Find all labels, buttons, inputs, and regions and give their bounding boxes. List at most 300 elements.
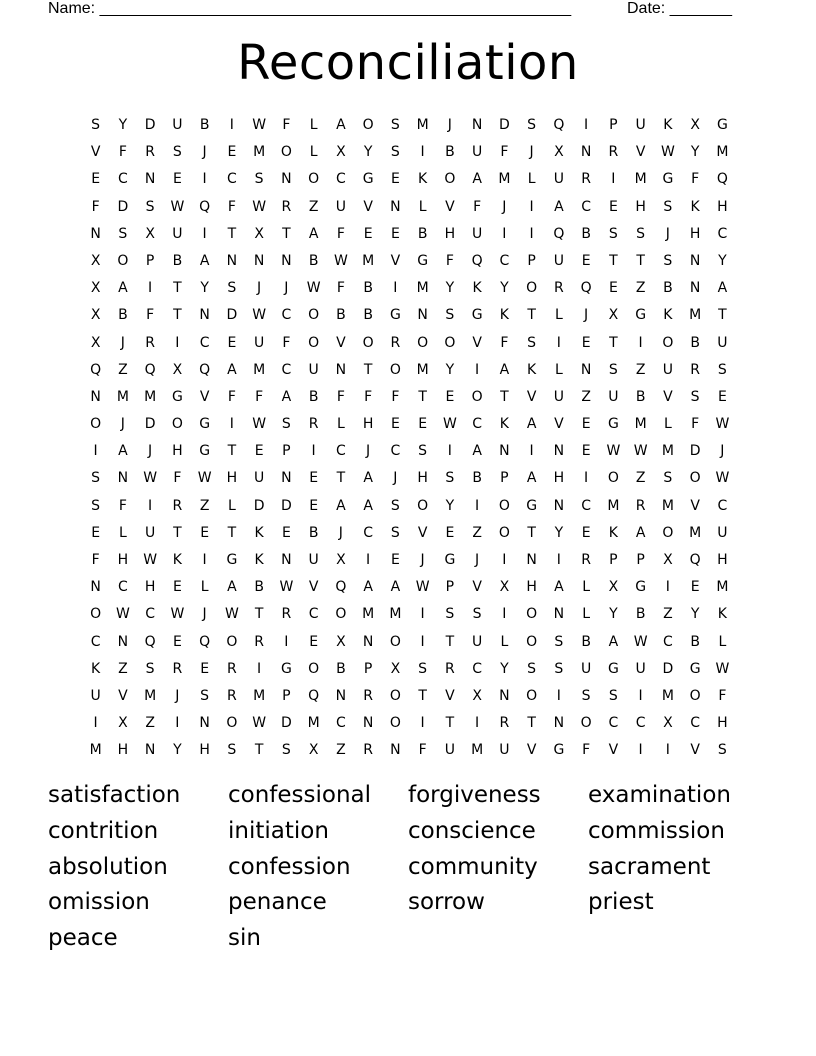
grid-letter[interactable]: V [308, 579, 319, 596]
grid-letter[interactable]: U [717, 524, 728, 541]
grid-letter[interactable]: T [254, 606, 264, 623]
grid-letter[interactable]: B [254, 579, 264, 596]
grid-letter[interactable]: F [282, 117, 291, 133]
grid-letter[interactable]: I [638, 742, 643, 759]
grid-letter[interactable]: I [529, 443, 534, 460]
grid-letter[interactable]: N [580, 361, 592, 378]
grid-letter[interactable]: H [417, 470, 428, 487]
grid-letter[interactable]: I [229, 416, 234, 433]
grid-letter[interactable]: E [581, 524, 591, 541]
grid-letter[interactable]: A [472, 443, 482, 460]
grid-letter[interactable]: N [144, 171, 156, 188]
grid-letter[interactable]: N [526, 552, 537, 568]
grid-letter[interactable]: B [172, 252, 183, 269]
grid-letter[interactable]: O [526, 280, 538, 297]
grid-letter[interactable]: X [499, 579, 510, 596]
grid-letter[interactable]: N [117, 633, 129, 650]
grid-letter[interactable]: O [444, 171, 456, 188]
grid-letter[interactable]: G [635, 579, 647, 596]
grid-letter[interactable]: A [363, 470, 373, 487]
grid-letter[interactable]: W [252, 307, 267, 324]
grid-letter[interactable]: I [529, 198, 534, 215]
grid-letter[interactable]: U [553, 171, 564, 188]
grid-letter[interactable]: F [255, 388, 264, 405]
grid-letter[interactable]: T [418, 388, 427, 405]
grid-letter[interactable]: I [175, 715, 180, 732]
grid-letter[interactable]: Q [335, 579, 347, 596]
grid-letter[interactable]: T [254, 742, 264, 759]
grid-letter[interactable]: N [144, 742, 156, 759]
grid-letter[interactable]: V [472, 334, 482, 351]
grid-letter[interactable]: M [471, 742, 484, 759]
grid-letter[interactable]: X [90, 280, 101, 297]
grid-letter[interactable]: M [716, 579, 729, 596]
grid-letter[interactable]: V [390, 252, 401, 269]
grid-letter[interactable]: B [635, 388, 646, 405]
grid-letter[interactable]: T [609, 252, 618, 269]
grid-letter[interactable]: I [584, 470, 589, 487]
grid-letter[interactable]: B [690, 633, 700, 650]
grid-letter[interactable]: S [390, 117, 400, 133]
grid-letter[interactable]: I [475, 715, 480, 732]
grid-letter[interactable]: E [418, 416, 428, 433]
grid-letter[interactable]: V [526, 742, 537, 759]
grid-letter[interactable]: S [390, 497, 400, 514]
grid-letter[interactable]: S [281, 416, 291, 433]
grid-letter[interactable]: C [363, 524, 374, 541]
grid-letter[interactable]: O [226, 715, 238, 732]
grid-letter[interactable]: X [145, 225, 155, 242]
grid-letter[interactable]: J [529, 144, 534, 161]
grid-letter[interactable]: E [172, 579, 182, 596]
grid-letter[interactable]: C [117, 579, 128, 596]
grid-letter[interactable]: F [91, 552, 100, 568]
grid-letter[interactable]: M [144, 388, 157, 405]
grid-letter[interactable]: C [581, 497, 592, 514]
grid-letter[interactable]: G [635, 307, 647, 324]
grid-letter[interactable]: G [199, 416, 211, 433]
grid-letter[interactable]: N [199, 307, 210, 324]
grid-letter[interactable]: U [335, 198, 346, 215]
grid-letter[interactable]: H [199, 742, 210, 759]
grid-letter[interactable]: E [254, 443, 264, 460]
grid-letter[interactable]: J [584, 307, 589, 324]
grid-letter[interactable]: J [120, 334, 125, 351]
grid-letter[interactable]: T [527, 307, 536, 324]
grid-letter[interactable]: J [284, 280, 289, 297]
grid-letter[interactable]: M [634, 171, 647, 188]
grid-letter[interactable]: O [417, 334, 429, 351]
grid-letter[interactable]: M [689, 307, 702, 324]
grid-letter[interactable]: J [393, 470, 398, 487]
grid-letter[interactable]: M [416, 361, 429, 378]
grid-letter[interactable]: O [280, 144, 292, 161]
grid-letter[interactable]: N [499, 443, 510, 460]
grid-letter[interactable]: O [526, 606, 538, 623]
grid-letter[interactable]: I [202, 225, 207, 242]
grid-letter[interactable]: B [199, 117, 210, 133]
grid-letter[interactable]: R [227, 660, 237, 677]
grid-letter[interactable]: Z [308, 198, 319, 215]
grid-letter[interactable]: O [389, 361, 401, 378]
grid-letter[interactable]: W [170, 606, 185, 623]
grid-letter[interactable]: A [526, 416, 537, 433]
grid-letter[interactable]: D [144, 117, 156, 133]
grid-letter[interactable]: V [690, 497, 700, 514]
grid-letter[interactable]: V [199, 388, 210, 405]
grid-letter[interactable]: E [172, 633, 182, 650]
grid-letter[interactable]: U [581, 660, 592, 677]
grid-letter[interactable]: S [390, 524, 400, 541]
grid-letter[interactable]: I [229, 117, 234, 133]
grid-letter[interactable]: N [553, 497, 565, 514]
grid-letter[interactable]: G [280, 660, 292, 677]
grid-letter[interactable]: C [608, 715, 619, 732]
grid-letter[interactable]: X [608, 307, 619, 324]
grid-letter[interactable]: O [580, 715, 592, 732]
grid-letter[interactable]: B [308, 388, 319, 405]
grid-letter[interactable]: F [500, 334, 509, 351]
grid-letter[interactable]: T [609, 334, 618, 351]
grid-letter[interactable]: J [366, 443, 371, 460]
grid-letter[interactable]: T [227, 225, 237, 242]
grid-letter[interactable]: A [472, 171, 482, 188]
grid-letter[interactable]: F [500, 144, 509, 161]
grid-letter[interactable]: W [306, 280, 321, 297]
grid-letter[interactable]: W [715, 660, 730, 677]
grid-letter[interactable]: V [554, 416, 564, 433]
grid-letter[interactable]: V [472, 579, 482, 596]
grid-letter[interactable]: H [117, 742, 129, 759]
grid-letter[interactable]: R [145, 334, 155, 351]
grid-letter[interactable]: D [253, 497, 265, 514]
grid-letter[interactable]: F [227, 388, 236, 405]
grid-letter[interactable]: T [173, 524, 182, 541]
grid-letter[interactable]: U [254, 334, 265, 351]
grid-letter[interactable]: C [145, 606, 156, 623]
grid-letter[interactable]: B [336, 307, 346, 324]
grid-letter[interactable]: B [118, 307, 128, 324]
grid-letter[interactable]: E [281, 524, 291, 541]
grid-letter[interactable]: J [665, 225, 670, 242]
grid-letter[interactable]: O [117, 252, 129, 269]
grid-letter[interactable]: I [284, 633, 289, 650]
grid-letter[interactable]: H [717, 715, 728, 732]
grid-letter[interactable]: L [582, 606, 591, 623]
grid-letter[interactable]: X [308, 742, 319, 759]
grid-letter[interactable]: E [581, 416, 591, 433]
grid-letter[interactable]: L [663, 416, 672, 433]
grid-letter[interactable]: L [309, 144, 318, 161]
grid-letter[interactable]: N [553, 606, 565, 623]
grid-letter[interactable]: E [445, 388, 455, 405]
grid-letter[interactable]: L [582, 579, 591, 596]
grid-letter[interactable]: C [472, 416, 483, 433]
grid-letter[interactable]: Y [445, 280, 455, 297]
grid-letter[interactable]: I [447, 443, 452, 460]
grid-letter[interactable]: D [689, 443, 701, 460]
grid-letter[interactable]: B [308, 524, 319, 541]
grid-letter[interactable]: P [282, 443, 291, 460]
grid-letter[interactable]: F [91, 198, 100, 215]
grid-letter[interactable]: I [556, 334, 561, 351]
grid-letter[interactable]: R [554, 280, 564, 297]
grid-letter[interactable]: R [308, 416, 319, 433]
grid-letter[interactable]: O [498, 524, 510, 541]
grid-letter[interactable]: N [199, 715, 210, 732]
grid-letter[interactable]: U [499, 742, 510, 759]
grid-letter[interactable]: R [145, 144, 155, 161]
name-field[interactable]: Name: _____________________________________________________ [48, 0, 572, 17]
grid-letter[interactable]: W [143, 552, 158, 568]
grid-letter[interactable]: P [609, 117, 618, 133]
grid-letter[interactable]: U [444, 742, 455, 759]
grid-letter[interactable]: M [307, 715, 320, 732]
grid-letter[interactable]: G [417, 252, 429, 269]
grid-letter[interactable]: O [417, 497, 429, 514]
grid-letter[interactable]: A [717, 280, 728, 297]
grid-letter[interactable]: X [336, 552, 346, 568]
grid-letter[interactable]: S [445, 307, 455, 324]
grid-letter[interactable]: C [281, 361, 292, 378]
grid-letter[interactable]: M [661, 443, 674, 460]
grid-letter[interactable]: E [581, 252, 591, 269]
grid-letter[interactable]: H [144, 579, 156, 596]
grid-letter[interactable]: Z [145, 715, 155, 732]
grid-letter[interactable]: F [336, 388, 345, 405]
grid-letter[interactable]: V [663, 388, 673, 405]
grid-letter[interactable]: P [282, 687, 291, 704]
grid-letter[interactable]: T [636, 252, 645, 269]
grid-letter[interactable]: T [527, 524, 536, 541]
grid-letter[interactable]: X [472, 687, 482, 704]
grid-letter[interactable]: O [689, 470, 701, 487]
grid-letter[interactable]: U [254, 470, 265, 487]
grid-letter[interactable]: A [308, 225, 319, 242]
grid-letter[interactable]: F [364, 388, 373, 405]
grid-letter[interactable]: F [146, 307, 155, 324]
grid-letter[interactable]: J [338, 524, 343, 541]
grid-letter[interactable]: T [282, 225, 291, 242]
grid-letter[interactable]: K [499, 416, 509, 433]
grid-letter[interactable]: C [199, 334, 210, 351]
grid-letter[interactable]: E [690, 579, 700, 596]
grid-letter[interactable]: X [608, 579, 619, 596]
grid-letter[interactable]: J [420, 552, 425, 568]
grid-letter[interactable]: M [416, 117, 429, 133]
grid-letter[interactable]: S [663, 252, 673, 269]
grid-letter[interactable]: N [335, 361, 347, 378]
grid-letter[interactable]: B [635, 606, 646, 623]
grid-letter[interactable]: U [308, 361, 319, 378]
grid-letter[interactable]: L [309, 117, 318, 133]
grid-letter[interactable]: N [281, 171, 292, 188]
grid-letter[interactable]: V [608, 742, 619, 759]
grid-letter[interactable]: Q [471, 252, 483, 269]
grid-letter[interactable]: E [91, 171, 101, 188]
grid-letter[interactable]: X [554, 144, 564, 161]
grid-letter[interactable]: R [227, 687, 237, 704]
grid-letter[interactable]: F [473, 198, 482, 215]
grid-letter[interactable]: E [581, 334, 591, 351]
grid-letter[interactable]: T [363, 361, 373, 378]
grid-letter[interactable]: A [390, 579, 401, 596]
grid-letter[interactable]: I [420, 633, 425, 650]
grid-letter[interactable]: D [280, 715, 292, 732]
grid-letter[interactable]: B [581, 633, 591, 650]
grid-letter[interactable]: T [418, 687, 427, 704]
grid-letter[interactable]: S [91, 470, 101, 487]
grid-letter[interactable]: H [689, 225, 701, 242]
grid-letter[interactable]: G [716, 117, 728, 133]
grid-letter[interactable]: O [90, 606, 102, 623]
grid-letter[interactable]: I [311, 443, 316, 460]
grid-letter[interactable]: F [691, 416, 700, 433]
grid-letter[interactable]: W [115, 606, 130, 623]
grid-letter[interactable]: F [718, 687, 727, 704]
grid-letter[interactable]: Q [689, 552, 701, 568]
grid-letter[interactable]: J [202, 144, 207, 161]
grid-letter[interactable]: F [118, 144, 127, 161]
grid-letter[interactable]: B [445, 144, 455, 161]
grid-letter[interactable]: S [636, 225, 646, 242]
grid-letter[interactable]: J [202, 606, 207, 623]
grid-letter[interactable]: F [445, 252, 454, 269]
grid-letter[interactable]: V [445, 198, 455, 215]
grid-letter[interactable]: S [145, 660, 155, 677]
grid-letter[interactable]: A [199, 252, 210, 269]
grid-letter[interactable]: B [690, 334, 700, 351]
grid-letter[interactable]: E [581, 443, 591, 460]
grid-letter[interactable]: A [608, 633, 619, 650]
grid-letter[interactable]: I [556, 687, 561, 704]
grid-letter[interactable]: I [611, 171, 616, 188]
grid-letter[interactable]: C [335, 443, 346, 460]
grid-letter[interactable]: S [608, 361, 618, 378]
grid-letter[interactable]: M [89, 742, 102, 759]
grid-letter[interactable]: V [690, 742, 700, 759]
grid-letter[interactable]: N [689, 252, 701, 269]
grid-letter[interactable]: W [442, 416, 457, 433]
grid-letter[interactable]: W [333, 252, 348, 269]
grid-letter[interactable]: S [554, 633, 564, 650]
grid-letter[interactable]: X [336, 144, 346, 161]
grid-letter[interactable]: M [661, 497, 674, 514]
grid-letter[interactable]: K [663, 117, 673, 133]
grid-letter[interactable]: C [635, 715, 646, 732]
grid-letter[interactable]: E [309, 470, 319, 487]
grid-letter[interactable]: E [172, 171, 182, 188]
grid-letter[interactable]: S [608, 687, 618, 704]
grid-letter[interactable]: Y [445, 497, 455, 514]
grid-letter[interactable]: L [336, 416, 345, 433]
grid-letter[interactable]: X [663, 715, 673, 732]
grid-letter[interactable]: I [556, 552, 561, 568]
grid-letter[interactable]: H [226, 470, 238, 487]
grid-letter[interactable]: C [581, 198, 592, 215]
grid-letter[interactable]: Q [553, 225, 565, 242]
grid-letter[interactable]: O [308, 334, 320, 351]
date-field[interactable]: Date: _______ [627, 0, 732, 17]
grid-letter[interactable]: S [254, 171, 264, 188]
grid-letter[interactable]: T [445, 633, 455, 650]
grid-letter[interactable]: R [172, 497, 183, 514]
grid-letter[interactable]: Z [472, 524, 482, 541]
grid-letter[interactable]: A [227, 579, 237, 596]
grid-letter[interactable]: I [665, 742, 670, 759]
grid-letter[interactable]: N [226, 252, 238, 269]
grid-letter[interactable]: I [475, 361, 480, 378]
grid-letter[interactable]: M [253, 361, 266, 378]
grid-letter[interactable]: B [363, 280, 373, 297]
grid-letter[interactable]: Y [500, 660, 509, 677]
grid-letter[interactable]: I [93, 443, 98, 460]
grid-letter[interactable]: M [389, 606, 402, 623]
grid-letter[interactable]: C [390, 443, 401, 460]
grid-letter[interactable]: E [363, 225, 373, 242]
grid-letter[interactable]: U [308, 552, 319, 568]
grid-letter[interactable]: W [252, 198, 267, 215]
grid-letter[interactable]: Z [199, 497, 210, 514]
grid-letter[interactable]: E [717, 388, 727, 405]
grid-letter[interactable]: O [471, 388, 483, 405]
grid-letter[interactable]: X [390, 660, 401, 677]
grid-letter[interactable]: R [172, 660, 183, 677]
grid-letter[interactable]: G [662, 171, 674, 188]
grid-letter[interactable]: X [663, 552, 673, 568]
grid-letter[interactable]: Z [118, 660, 128, 677]
grid-letter[interactable]: R [445, 660, 455, 677]
grid-letter[interactable]: V [417, 524, 428, 541]
grid-letter[interactable]: W [660, 144, 675, 161]
grid-letter[interactable]: K [499, 307, 509, 324]
grid-letter[interactable]: P [445, 579, 455, 596]
grid-letter[interactable]: S [118, 225, 128, 242]
grid-letter[interactable]: C [90, 633, 101, 650]
grid-letter[interactable]: A [281, 388, 292, 405]
grid-letter[interactable]: S [527, 660, 537, 677]
grid-letter[interactable]: L [200, 579, 209, 596]
grid-letter[interactable]: P [500, 470, 509, 487]
grid-letter[interactable]: J [475, 552, 480, 568]
grid-letter[interactable]: I [175, 334, 180, 351]
grid-letter[interactable]: S [690, 388, 700, 405]
grid-letter[interactable]: V [118, 687, 128, 704]
grid-letter[interactable]: N [471, 117, 483, 133]
grid-letter[interactable]: I [393, 280, 398, 297]
grid-letter[interactable]: Z [581, 388, 591, 405]
grid-letter[interactable]: N [362, 633, 374, 650]
grid-letter[interactable]: C [717, 497, 728, 514]
grid-letter[interactable]: N [390, 198, 401, 215]
grid-letter[interactable]: I [638, 334, 643, 351]
grid-letter[interactable]: A [227, 361, 237, 378]
grid-letter[interactable]: N [390, 742, 401, 759]
grid-letter[interactable]: S [663, 470, 673, 487]
grid-letter[interactable]: U [662, 361, 673, 378]
grid-letter[interactable]: R [390, 334, 401, 351]
grid-letter[interactable]: K [608, 524, 618, 541]
grid-letter[interactable]: Y [200, 280, 209, 297]
grid-letter[interactable]: I [638, 687, 643, 704]
grid-letter[interactable]: M [607, 497, 620, 514]
grid-letter[interactable]: W [633, 633, 648, 650]
grid-letter[interactable]: W [715, 416, 730, 433]
grid-letter[interactable]: U [553, 252, 564, 269]
grid-letter[interactable]: Z [635, 470, 646, 487]
grid-letter[interactable]: N [335, 687, 347, 704]
grid-letter[interactable]: E [227, 144, 237, 161]
